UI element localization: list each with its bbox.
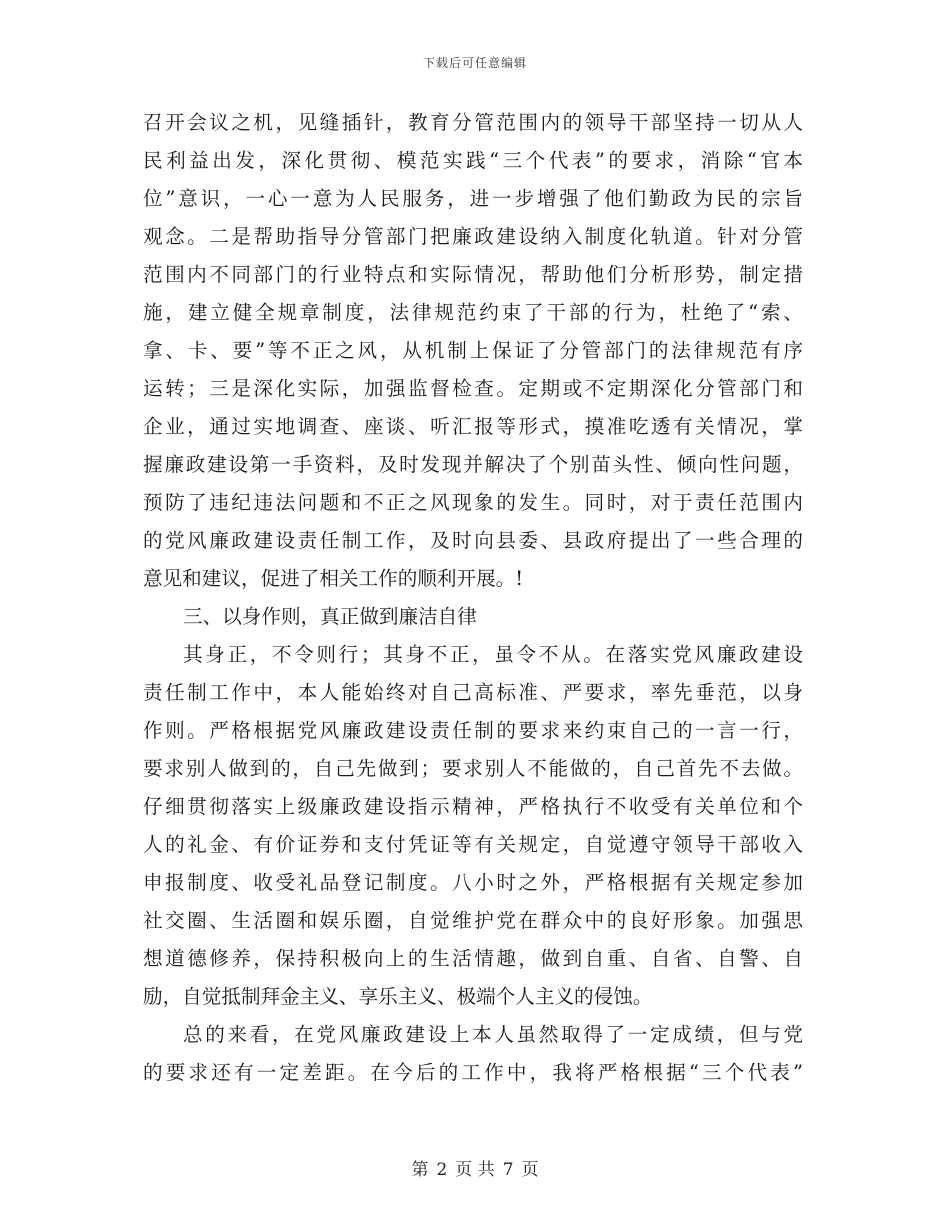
document-body: [143, 104, 803, 1092]
text-line: 位”意识，一心一意为人民服务，进一步增强了他们勤政为民的宗旨: [143, 187, 803, 210]
page-middle: 页 共: [455, 1160, 495, 1180]
text-line: 拿、卡、要”等不正之风，从机制上保证了分管部门的法律规范有序: [143, 339, 803, 362]
text-line: 励，自觉抵制拜金主义、享乐主义、极端个人主义的侵蚀。: [143, 985, 653, 1008]
text-line: 民利益出发，深化贯彻、模范实践“三个代表”的要求，消除“官本: [143, 149, 803, 172]
text-line: 社交圈、生活圈和娱乐圈，自觉维护党在群众中的良好形象。加强思: [143, 909, 803, 932]
text-line: 施，建立健全规章制度，法律规范约束了干部的行为，杜绝了“索、: [143, 301, 803, 324]
text-line: 召开会议之机，见缝插针，教育分管范围内的领导干部坚持一切从人: [143, 111, 803, 134]
text-line: 意见和建议，促进了相关工作的顺利开展。!: [143, 567, 524, 590]
paragraph-start: 总的来看，在党风廉政建设上本人虽然取得了一定成绩，但与党: [183, 1023, 803, 1046]
text-line: 观念。二是帮助指导分管部门把廉政建设纳入制度化轨道。针对分管: [143, 225, 803, 248]
text-line: 申报制度、收受礼品登记制度。八小时之外，严格根据有关规定参加: [143, 871, 803, 894]
text-line: 责任制工作中，本人能始终对自己高标准、严要求，率先垂范，以身: [143, 681, 803, 704]
text-line: 作则。严格根据党风廉政建设责任制的要求来约束自己的一言一行，: [143, 719, 803, 742]
page-header: 下载后可任意编辑: [422, 56, 527, 70]
text-line: 仔细贯彻落实上级廉政建设指示精神，严格执行不收受有关单位和个: [143, 795, 803, 818]
total-pages-number: 7: [502, 1160, 514, 1180]
current-page-number: 2: [436, 1160, 448, 1180]
text-line: 范围内不同部门的行业特点和实际情况，帮助他们分析形势，制定措: [143, 263, 803, 286]
text-line: 想道德修养，保持积极向上的生活情趣，做到自重、自省、自警、自: [143, 947, 803, 970]
text-line: 的党风廉政建设责任制工作，及时向县委、县政府提出了一些合理的: [143, 529, 803, 552]
section-heading: 三、以身作则，真正做到廉洁自律: [183, 605, 477, 628]
text-line: 运转；三是深化实际，加强监督检查。定期或不定期深化分管部门和: [143, 377, 803, 400]
page-suffix: 页: [521, 1160, 539, 1180]
page-prefix: 第: [411, 1160, 429, 1180]
text-line: 要求别人做到的，自己先做到；要求别人不能做的，自己首先不去做。: [143, 757, 803, 780]
text-line: 企业，通过实地调查、座谈、听汇报等形式，摸准吃透有关情况，掌: [143, 415, 803, 438]
text-line: 的要求还有一定差距。在今后的工作中，我将严格根据“三个代表”: [143, 1061, 803, 1084]
text-line: 握廉政建设第一手资料，及时发现并解决了个别苗头性、倾向性问题，: [143, 453, 803, 476]
paragraph-start: 其身正，不令则行；其身不正，虽令不从。在落实党风廉政建设: [183, 643, 803, 666]
text-line: 预防了违纪违法问题和不正之风现象的发生。同时，对于责任范围内: [143, 491, 803, 514]
text-line: 人的礼金、有价证券和支付凭证等有关规定，自觉遵守领导干部收入: [143, 833, 803, 856]
page-number-footer: [0, 1155, 950, 1180]
